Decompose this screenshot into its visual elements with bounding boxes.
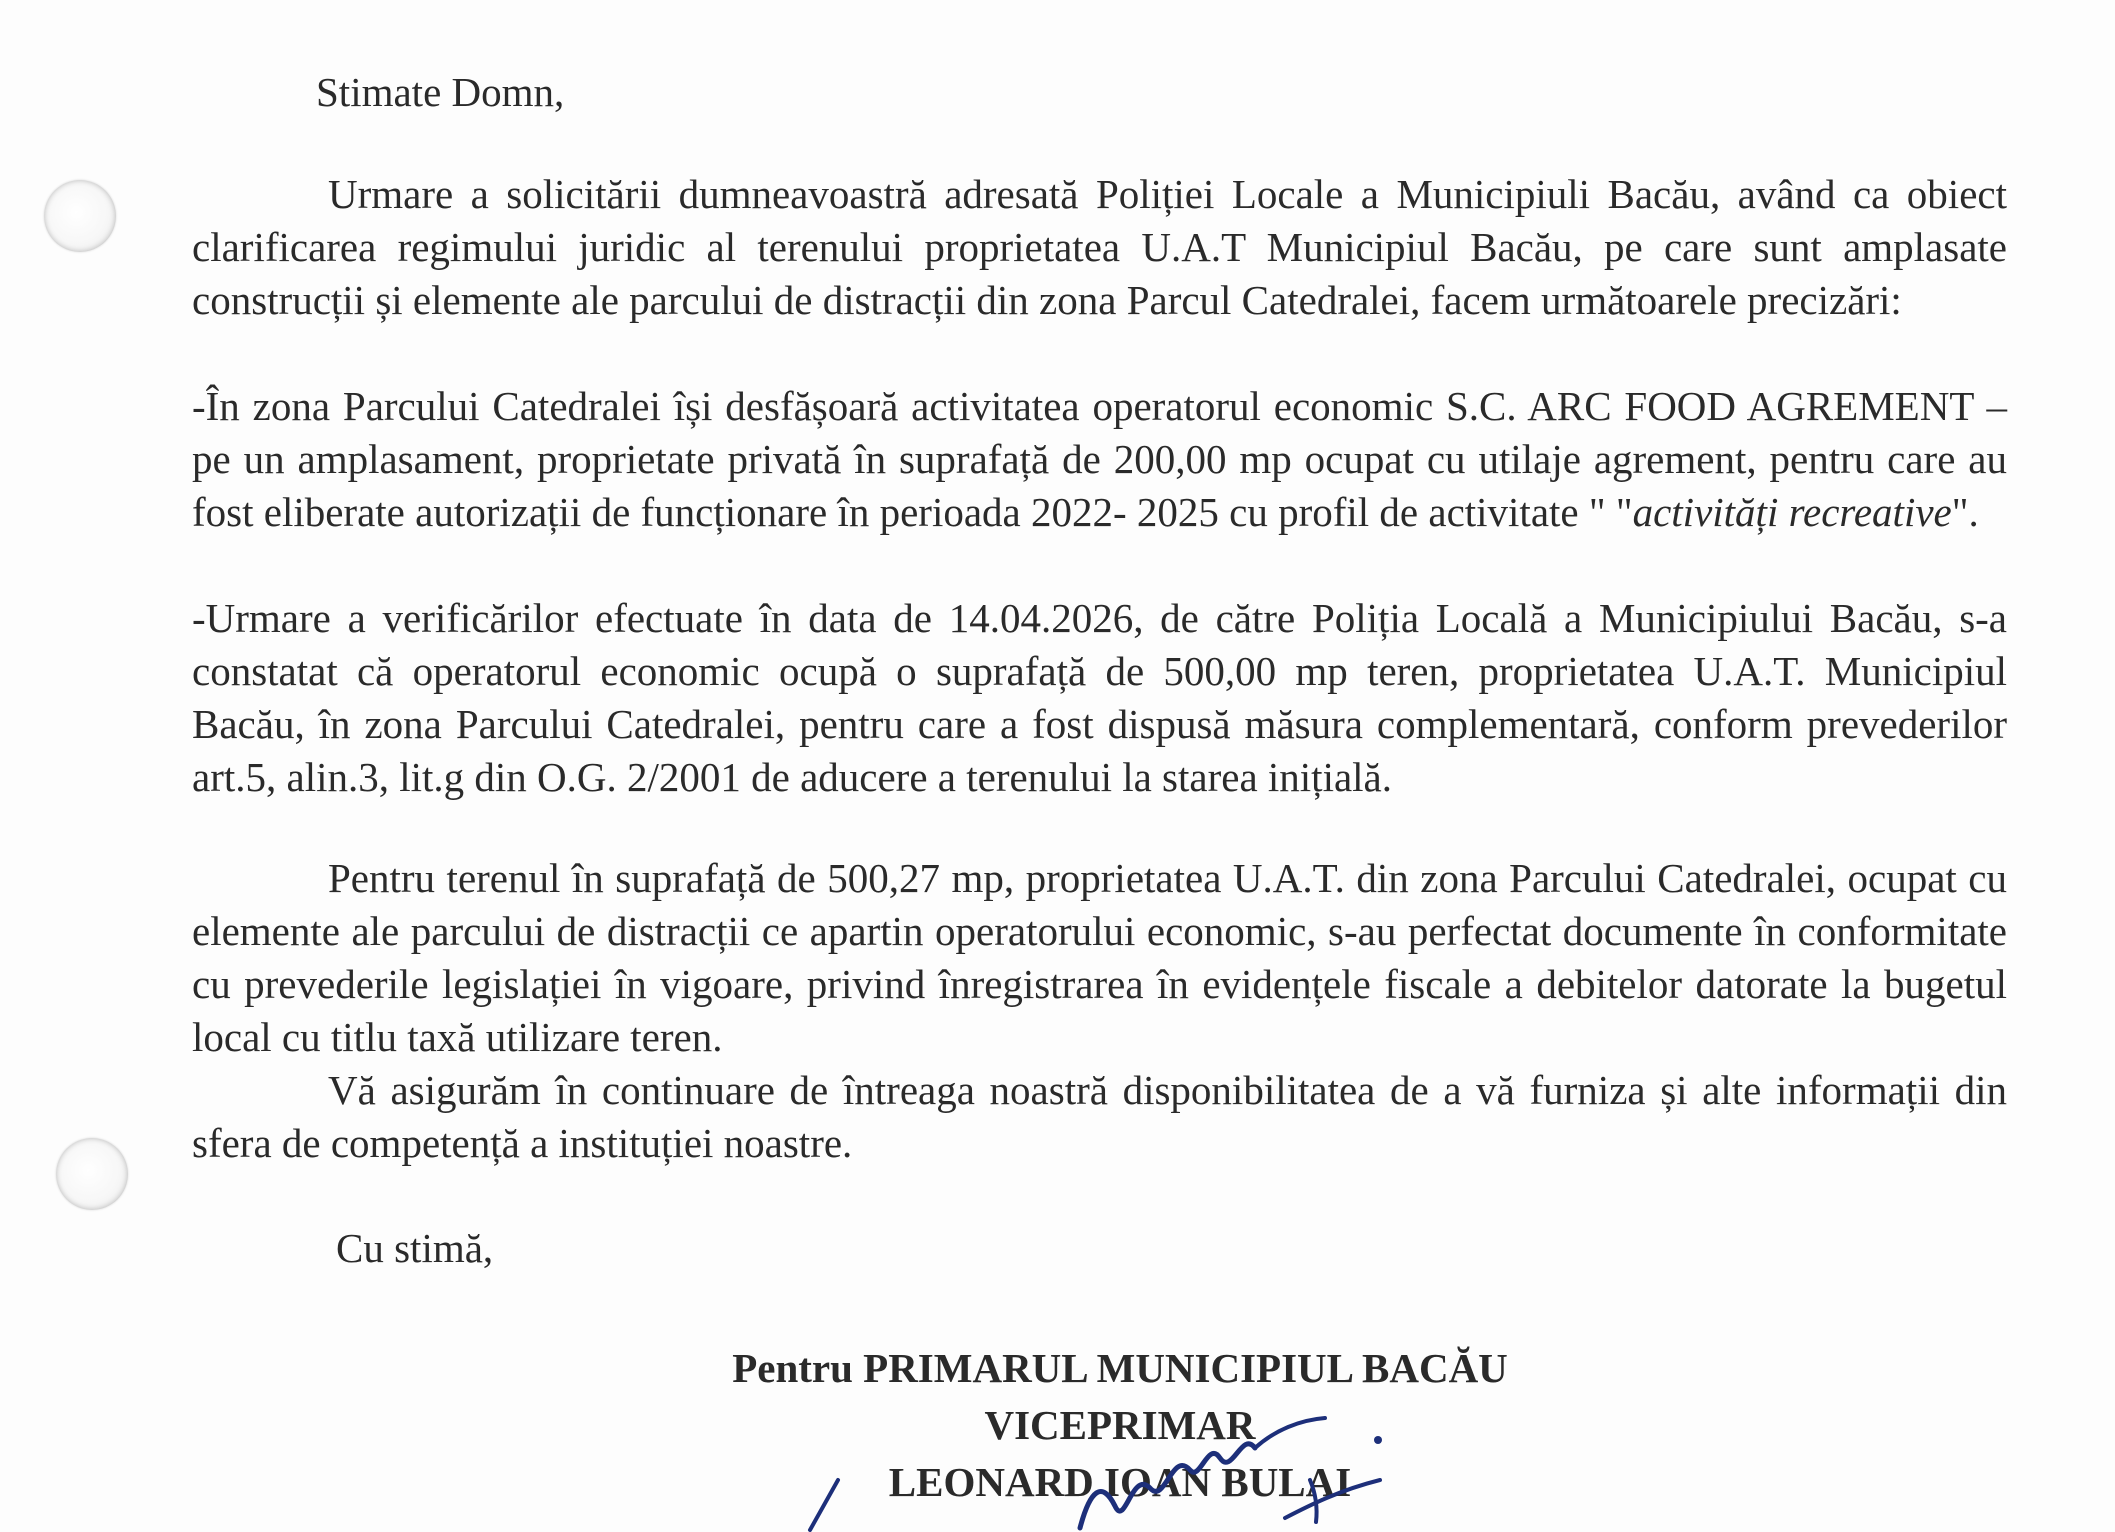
paragraph-land-tax <box>192 852 2007 1064</box>
paragraph-operator-activity-tail: ". <box>1951 489 1979 535</box>
paragraph-intro-text: Urmare a solicitării dumneavoastră adresată Poliției Locale a Municipiuli Bacău, având ca obiect clarificarea regimului juridic al terenului proprietatea U.A.T Municipiul Bacău, pe care sunt amplasate construcții și elemente ale parcului de distracții din zona Parcul Catedralei, facem următoarele precizări: <box>192 171 2007 323</box>
paragraph-operator-activity-text <box>192 380 2007 539</box>
paragraph-verification <box>192 592 2007 804</box>
paragraph-intro <box>192 168 2007 327</box>
paragraph-operator-activity <box>192 380 2007 539</box>
signature-line-name: LEONARD IOAN BULAI <box>888 1459 1352 1505</box>
punch-hole-top <box>44 180 116 252</box>
paragraph-operator-activity-main: -În zona Parcului Catedralei își desfășoară activitatea operatorul economic S.C. ARC FOOD AGREMENT – pe un amplasament, proprietate privată în suprafață de 200,00 mp ocupat cu utilaje agrement, pentru care au fost eliberate autorizații de funcționare în perioada 2022- 2025 cu profil de activitate " " <box>192 383 2007 535</box>
paragraph-availability-text: Vă asigurăm în continuare de întreaga noastră disponibilitatea de a vă furniza și alte informații din sfera de competență a instituției noastre. <box>192 1067 2007 1166</box>
letter-closing: Cu stimă, <box>336 1225 494 1271</box>
signature-line-office <box>620 1340 1620 1397</box>
paragraph-availability <box>192 1064 2007 1170</box>
letter-salutation: Stimate Domn, <box>316 69 565 115</box>
signature-office-prefix: Pentru <box>732 1345 864 1391</box>
paragraph-land-tax-text: Pentru terenul în suprafață de 500,27 mp, proprietatea U.A.T. din zona Parcului Catedralei, ocupat cu elemente ale parcului de distracții ce apartin operatorului economic, s-au perfectat documente în conformitate cu prevederile legislației în vigoare, privind înregistrarea în evidențele fiscale a debitelor datorate la bugetul local cu titlu taxă utilizare teren. <box>192 855 2007 1060</box>
signature-line-title: VICEPRIMAR <box>984 1402 1256 1448</box>
handwritten-signature <box>780 1410 1480 1532</box>
paragraph-verification-text: -Urmare a verificărilor efectuate în data de 14.04.2026, de către Poliția Locală a Municipiului Bacău, s-a constatat că operatorul economic ocupă o suprafață de 500,00 mp teren, proprietatea U.A.T. Municipiul Bacău, în zona Parcului Catedralei, pentru care a fost dispusă măsura complementară, conform prevederilor art.5, alin.3, lit.g din O.G. 2/2001 de aducere a terenului la starea inițială. <box>192 595 2007 800</box>
signature-office-main: PRIMARUL MUNICIPIUL BACĂU <box>863 1345 1508 1391</box>
activity-profile-italic: activități recreative <box>1632 489 1952 535</box>
punch-hole-bottom <box>56 1138 128 1210</box>
